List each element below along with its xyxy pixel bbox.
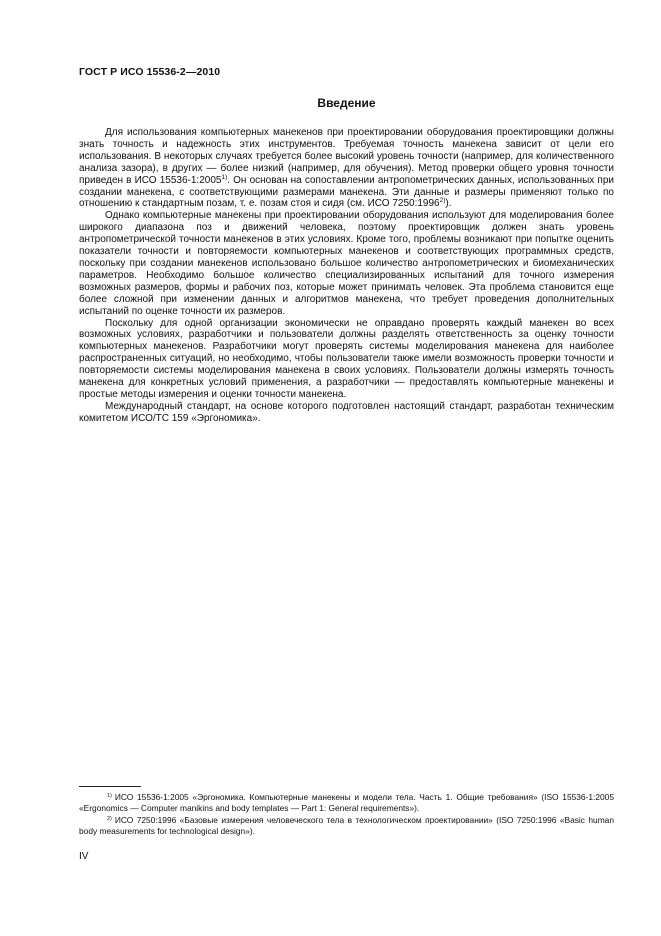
footnote-mark: 1)	[107, 793, 112, 799]
paragraph: Поскольку для одной организации экономически не оправдано проверять каждый манекен во всех возможных условиях, разработчики и пользователи должны разделять ответственность за оценку точности компьютерных манекенов. Разработчики могут проверять системы моделирования манекена для наиболее распространенных ситуаций, но необходимо, чтобы пользователи также имели возможность проверки точности и повторяемости системы моделирования манекена в своих условиях. Пользователи должны измерять точность манекена для конкретных условий применения, а разработчики — предоставлять компьютерные манекены и простые методы измерения и оценки точности манекена.	[79, 317, 614, 400]
footnote	[79, 792, 614, 815]
body-text	[79, 127, 614, 425]
paragraph: Однако компьютерные манекены при проектировании оборудования используют для моделирования более широкого диапазона поз и движений человека, поэтому проектировщик должен знать уровень антропометрической точности манекенов в этих условиях. Кроме того, проблемы возникают при попытке оценить показатели точности и повторяемости компьютерных манекенов и соответствующих программных средств, поскольку при создании манекенов использовано большое количество антропометрических и биомеханических параметров. Необходимо большое количество специализированных испытаний для точного измерения возможных размеров, формы и рабочих поз, которые может принимать человек. Эта проблема становится еще более сложной при изменении данных и алгоритмов манекена, что требует проведения дополнительных испытаний по оценке точности их размеров.	[79, 210, 614, 317]
footnote-text: ИСО 7250:1996 «Базовые измерения человеческого тела в технологическом проектировании» (ISO 7250:1996 «Basic human body measurements for technological design»).	[79, 814, 614, 836]
paragraph-text: . Он основан на сопоставлении антропометрических данных, использованных при создании манекена, с соответствующими размерами манекена. Эти данные и размеры применяют только по отношению к стандартным позам, т. е. позам стоя и сидя (см. ИСО 7250:1996	[79, 174, 614, 210]
paragraph-text: ).	[445, 198, 452, 210]
paragraph	[79, 127, 614, 210]
footnote-ref: 1)	[221, 173, 228, 181]
footnote-separator	[79, 786, 141, 787]
footnotes	[79, 792, 614, 837]
footnote	[79, 815, 614, 838]
footnote-mark: 2)	[107, 815, 112, 822]
document-code: ГОСТ Р ИСО 15536-2—2010	[79, 66, 221, 78]
page-number: IV	[79, 851, 89, 862]
section-title: Введение	[317, 96, 376, 110]
footnote-ref: 2)	[439, 197, 446, 205]
paragraph: Международный стандарт, на основе которого подготовлен настоящий стандарт, разработан техническим комитетом ИСО/ТС 159 «Эргономика».	[79, 400, 614, 424]
footnote-text: ИСО 15536-1:2005 «Эргономика. Компьютерные манекены и модели тела. Часть 1. Общие требования» (ISO 15536-1:2005 «Ergonomics — Computer manikins and body templates — Part 1: General requirements»).	[79, 792, 614, 814]
paragraph-text: Для использования компьютерных манекенов при проектировании оборудования проектировщики должны знать точность и надежность этих инструментов. Требуемая точность манекена зависит от цели его использования. В некоторых случаях требуется более высокий уровень точности (например, для количественного анализа зазора), в других — более низкий (например, для обучения). Метод проверки общего уровня точности приведен в ИСО 15536-1:2005	[79, 127, 614, 186]
